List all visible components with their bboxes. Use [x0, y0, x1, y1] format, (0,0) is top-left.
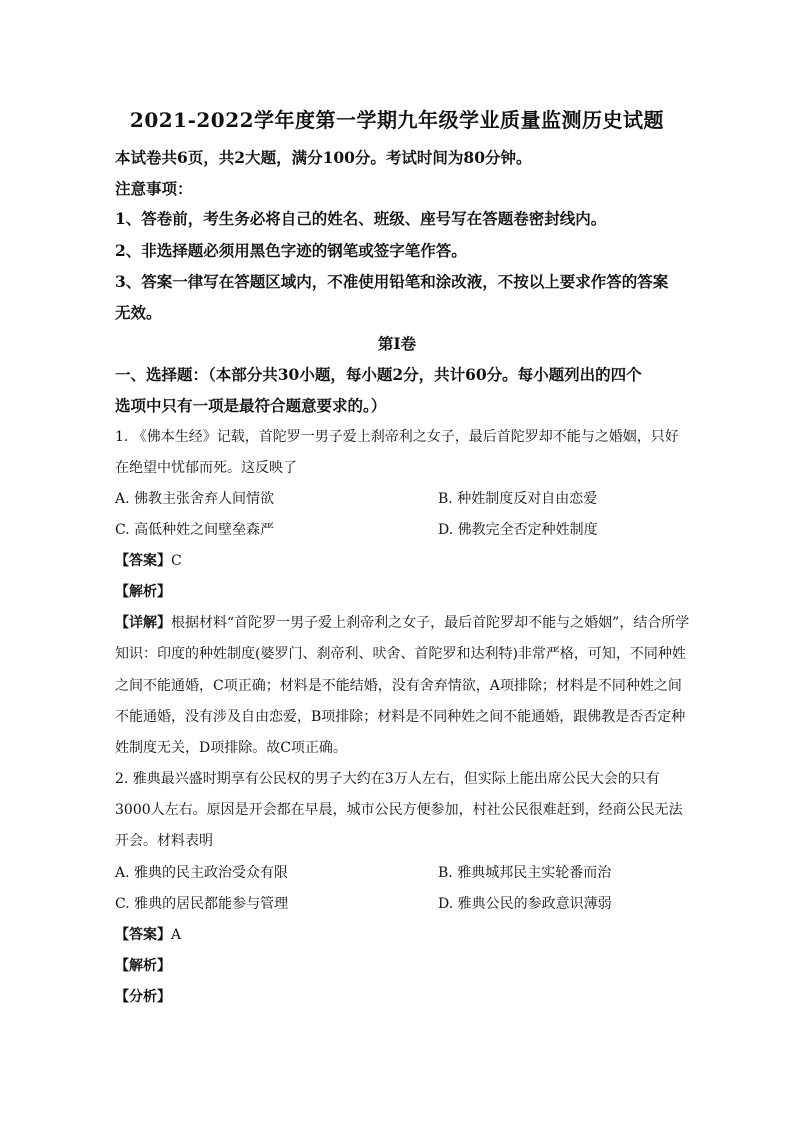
q1-detail — [115, 612, 689, 632]
notice-item-2: 2、非选择题必须用黑色字迹的钢笔或签字笔作答。 — [115, 241, 467, 260]
answer-value: C — [171, 553, 182, 569]
q1-option-d: D. 佛教完全否定种姓制度 — [438, 522, 598, 538]
q1-option-a: A. 佛教主张舍弃人间情欲 — [115, 491, 275, 507]
q1-detail-2: 知识：印度的种姓制度(婆罗门、刹帝利、吠舍、首陀罗和达利特)非常严格，可知，不同种姓 — [115, 646, 686, 662]
q2-answer — [115, 924, 181, 944]
q2-stem: 2. 雅典最兴盛时期享有公民权的男子大约在3万人左右，但实际上能出席公民大会的只有 — [115, 771, 660, 787]
volume-label: 第Ⅰ卷 — [377, 334, 417, 353]
q2-fenxi-label: 【分析】 — [115, 989, 171, 1005]
notice-heading: 注意事项： — [115, 179, 193, 198]
detail-label: 【详解】 — [115, 615, 171, 631]
q1-answer — [115, 550, 182, 570]
q1-detail-4: 不能通婚，没有涉及自由恋爱，B项排除；材料是不同种姓之间不能通婚，跟佛教是否否定种 — [115, 709, 686, 725]
q2-stem-cont: 3000人左右。原因是开会都在早晨，城市公民方便参加，村社公民很难赶到，经商公民无法 — [115, 802, 683, 818]
q1-detail-5: 姓制度无关，D项排除。故C项正确。 — [115, 740, 347, 756]
notice-item-3: 3、答案一律写在答题区域内，不准使用铅笔和涂改液，不按以上要求作答的答案 — [115, 272, 669, 291]
detail-text: 根据材料“首陀罗一男子爱上刹帝利之女子，最后首陀罗却不能与之婚姻”，结合所学 — [171, 615, 690, 631]
q1-stem-cont: 在绝望中忧郁而死。这反映了 — [115, 460, 297, 476]
q2-option-b: B. 雅典城邦民主实轮番而治 — [438, 865, 612, 881]
q2-option-c: C. 雅典的居民都能参与管理 — [115, 896, 289, 912]
exam-info: 本试卷共6页，共2大题，满分100分。考试时间为80分钟。 — [115, 148, 532, 167]
q1-option-c: C. 高低种姓之间壁垒森严 — [115, 522, 275, 538]
notice-item-3-cont: 无效。 — [115, 303, 162, 322]
answer-label: 【答案】 — [115, 927, 171, 943]
section-heading-cont: 选项中只有一项是最符合题意要求的。） — [115, 396, 387, 415]
q2-option-d: D. 雅典公民的参政意识薄弱 — [438, 896, 612, 912]
q1-detail-3: 之间不能通婚，C项正确；材料是不能结婚，没有舍弃情欲，A项排除；材料是不同种姓之间 — [115, 678, 682, 694]
answer-value: A — [171, 927, 182, 943]
notice-item-1: 1、答卷前，考生务必将自己的姓名、班级、座号写在答题卷密封线内。 — [115, 209, 607, 228]
section-heading: 一、选择题：（本部分共30小题，每小题2分，共计60分。每小题列出的四个 — [115, 365, 642, 384]
q2-stem-cont-2: 开会。材料表明 — [115, 833, 213, 849]
q2-option-a: A. 雅典的民主政治受众有限 — [115, 865, 289, 881]
q1-stem: 1. 《佛本生经》记载，首陀罗一男子爱上刹帝利之女子，最后首陀罗却不能与之婚姻，只好 — [115, 429, 679, 445]
answer-label: 【答案】 — [115, 553, 171, 569]
exam-title: 2021-2022学年度第一学期九年级学业质量监测历史试题 — [129, 108, 665, 132]
q1-option-b: B. 种姓制度反对自由恋爱 — [438, 491, 598, 507]
q1-analysis-label: 【解析】 — [115, 584, 171, 600]
q2-analysis-label: 【解析】 — [115, 958, 171, 974]
